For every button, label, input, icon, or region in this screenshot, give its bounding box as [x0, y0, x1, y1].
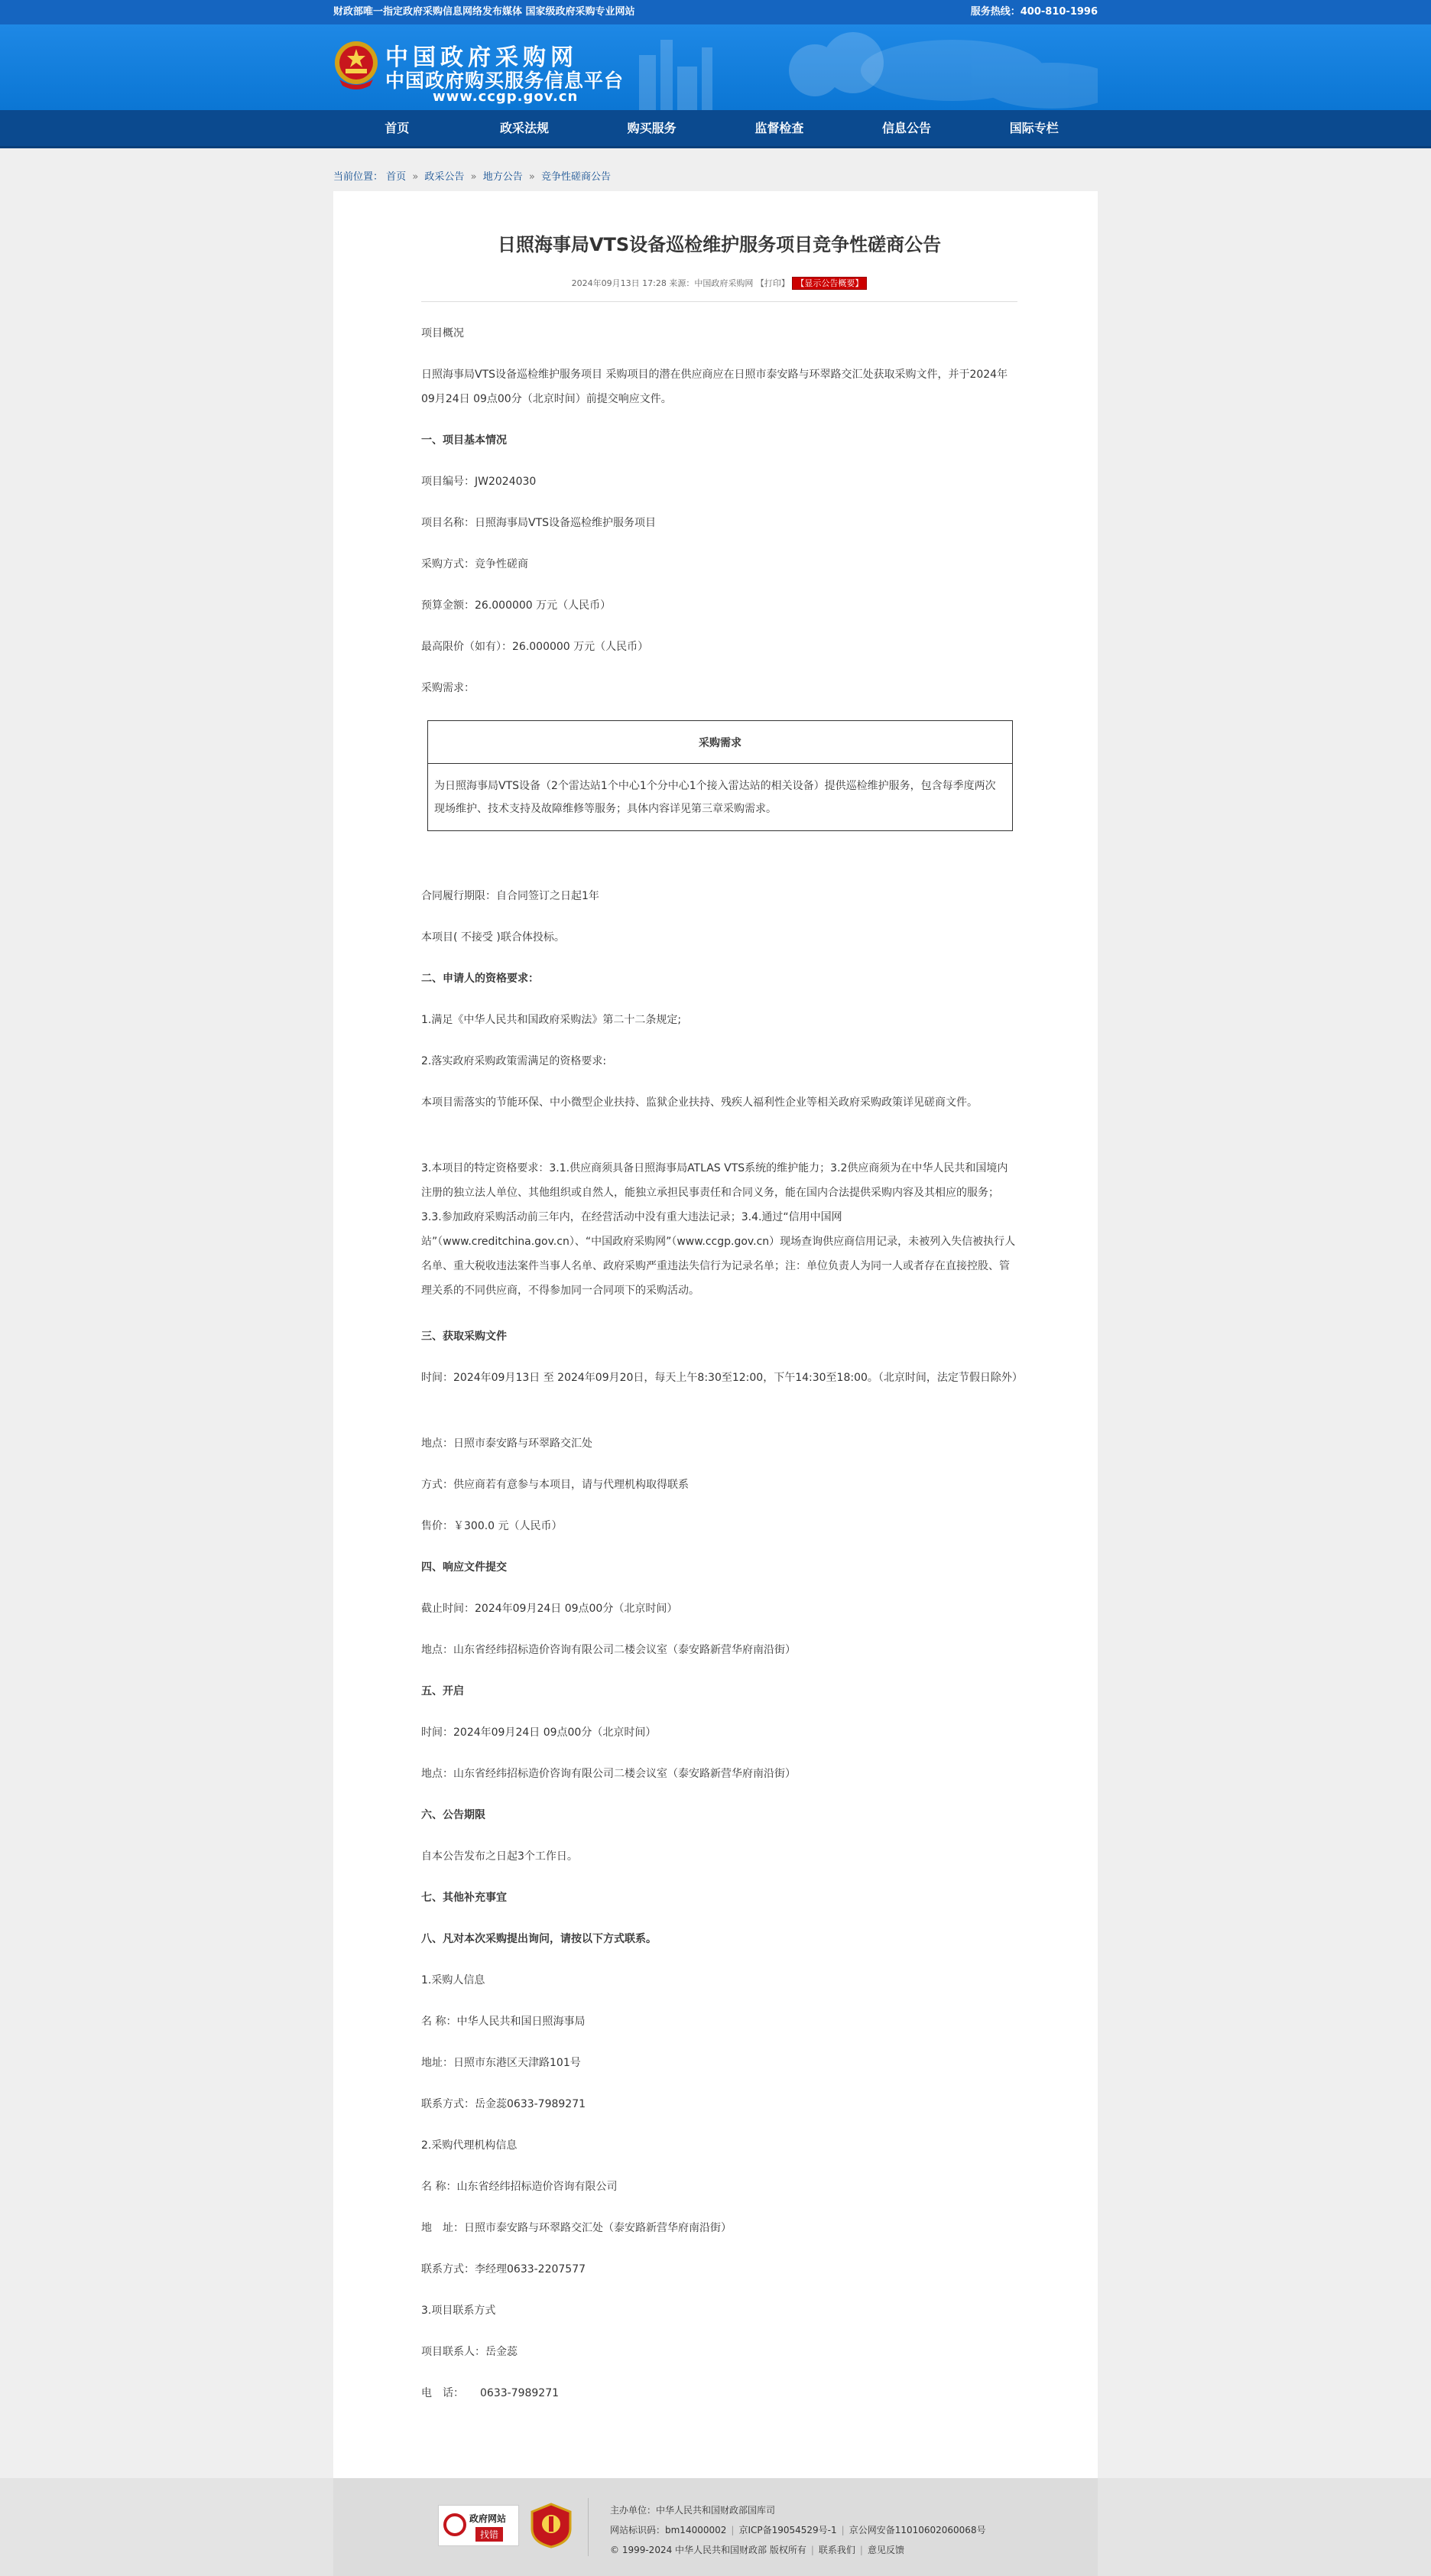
- paragraph: 预算金额：26.000000 万元（人民币）: [421, 599, 612, 612]
- paragraph: 自本公告发布之日起3个工作日。: [421, 1850, 578, 1863]
- site-footer: [0, 2478, 1431, 2576]
- paragraph: 本项目( 不接受 )联合体投标。: [421, 931, 565, 944]
- article-meta: [421, 277, 1017, 289]
- paragraph: 2.采购代理机构信息: [421, 2139, 518, 2152]
- footer-registration: 网站标识码：bm14000002 | 京ICP备19054529号-1 | 京公网安备11010602060068号: [610, 2525, 986, 2535]
- breadcrumb-separator: »: [470, 171, 477, 183]
- paragraph: 联系方式：岳金蕊0633-7989271: [421, 2098, 586, 2110]
- magnifier-icon: [443, 2513, 466, 2536]
- article-title: 日照海事局VTS设备巡检维护服务项目竞争性磋商公告: [497, 234, 942, 255]
- table-header: 采购需求: [428, 721, 1013, 764]
- paragraph: 日照海事局VTS设备巡检维护服务项目 采购项目的潜在供应商应在日照市泰安路与环翠路交汇处获取采购文件，并于2024年09月24日 09点00分（北京时间）前提交响应文件。: [421, 369, 1008, 405]
- nav-home[interactable]: 首页: [385, 121, 410, 135]
- national-emblem-icon: [333, 40, 379, 90]
- paragraph: 名 称：中华人民共和国日照海事局: [421, 2016, 586, 2028]
- footer-copyright: © 1999-2024 中华人民共和国财政部 版权所有: [610, 2545, 806, 2555]
- site-slogan: 财政部唯一指定政府采购信息网络发布媒体 国家级政府采购专业网站: [333, 6, 635, 18]
- gov-site-error-badge[interactable]: [438, 2505, 519, 2546]
- section-heading: 一、项目基本情况: [421, 434, 507, 447]
- section-heading: 五、开启: [421, 1685, 464, 1697]
- paragraph: 联系方式：李经理0633-2207577: [421, 2263, 586, 2276]
- site-url: www.ccgp.gov.cn: [433, 89, 579, 105]
- breadcrumb: [333, 148, 1098, 191]
- feedback-link[interactable]: 意见反馈: [867, 2545, 904, 2555]
- content-box: [333, 191, 1098, 2576]
- breadcrumb-item-home[interactable]: 首页: [386, 171, 407, 183]
- site-subtitle: 中国政府购买服务信息平台: [385, 70, 625, 92]
- paragraph: 售价：￥300.0 元（人民币）: [421, 1520, 563, 1532]
- section-heading: 六、公告期限: [421, 1809, 485, 1821]
- paragraph: 地点：日照市泰安路与环翠路交汇处: [421, 1437, 592, 1450]
- paragraph: 项目概况: [421, 327, 464, 339]
- article-date-source: 2024年09月13日 17:28 来源：中国政府采购网: [571, 278, 754, 288]
- paragraph: 3.本项目的特定资格要求：3.1.供应商须具备日照海事局ATLAS VTS系统的维护能力；3.2供应商须为在中华人民共和国境内注册的独立法人单位、其他组织或自然人，能独立承担民事责任和合同义务，能在国内合法提供采购内容及其相应的服务；3.3.参加政府采购活动前三年内，在经营活动中没有重大违法记录；3.4.通过“信用中国网站”（www.creditchina.gov.cn）、“中国政府采购网”（www.ccgp.gov.cn）现场查询供应商信用记录，未被列入失信被执行人名单、重大税收违法案件当事人名单、政府采购严重违法失信行为记录名单；注：单位负责人为同一人或者存在直接控股、管理关系的不同供应商，不得参加同一合同项下的采购活动。: [421, 1162, 1016, 1297]
- paragraph: 地点：山东省经纬招标造价咨询有限公司二楼会议室（泰安路新营华府南沿街）: [421, 1644, 796, 1656]
- site-title: 中国政府采购网: [385, 44, 578, 71]
- paragraph: 地 址：日照市泰安路与环翠路交汇处（泰安路新营华府南沿街）: [421, 2222, 732, 2234]
- paragraph: 采购方式：竞争性磋商: [421, 558, 528, 570]
- print-link[interactable]: 【打印】: [755, 278, 790, 288]
- nav-purchase-services[interactable]: 购买服务: [627, 121, 677, 135]
- requirements-table: [427, 720, 1013, 831]
- nav-international[interactable]: 国际专栏: [1009, 121, 1059, 135]
- paragraph: 电 话： 0633-7989271: [421, 2387, 560, 2399]
- section-heading: 七、其他补充事宜: [421, 1892, 507, 1904]
- party-org-badge-icon[interactable]: [529, 2503, 573, 2548]
- footer-divider: [588, 2498, 589, 2556]
- footer-icp[interactable]: 京ICP备19054529号-1: [738, 2525, 837, 2535]
- section-heading: 四、响应文件提交: [421, 1561, 507, 1574]
- footer-site-id: 网站标识码：bm14000002: [610, 2525, 727, 2535]
- badge-title: 政府网站: [469, 2513, 507, 2524]
- top-bar: [0, 0, 1431, 24]
- footer-host: 主办单位：中华人民共和国财政部国库司: [610, 2505, 776, 2516]
- breadcrumb-item-local[interactable]: 地方公告: [482, 171, 523, 183]
- footer-police-record[interactable]: 京公网安备11010602060068号: [849, 2525, 986, 2535]
- paragraph: 最高限价（如有）：26.000000 万元（人民币）: [421, 641, 649, 653]
- banner-decoration: [624, 24, 1098, 110]
- table-cell: 为日照海事局VTS设备（2个雷达站1个中心1个分中心1个接入雷达站的相关设备）提供巡检维护服务，包含每季度两次现场维护、技术支持及故障维修等服务；具体内容详见第三章采购需求。: [434, 779, 996, 815]
- paragraph: 采购需求：: [421, 682, 475, 694]
- paragraph: 项目联系人：岳金蕊: [421, 2346, 518, 2358]
- paragraph: 项目编号：JW2024030: [421, 476, 537, 488]
- main-nav: [0, 110, 1431, 148]
- paragraph: 项目名称：日照海事局VTS设备巡检维护服务项目: [421, 517, 657, 529]
- badge-action: 找错: [475, 2527, 503, 2542]
- paragraph: 1.满足《中华人民共和国政府采购法》第二十二条规定;: [421, 1014, 682, 1026]
- nav-supervision[interactable]: 监督检查: [754, 121, 804, 135]
- footer-copyright-row: © 1999-2024 中华人民共和国财政部 版权所有 | 联系我们 | 意见反馈: [610, 2545, 904, 2555]
- paragraph: 3.项目联系方式: [421, 2305, 496, 2317]
- paragraph: 1.采购人信息: [421, 1974, 485, 1986]
- paragraph: 合同履行期限：自合同签订之日起1年: [421, 890, 599, 902]
- show-summary-button[interactable]: 【显示公告概要】: [792, 277, 867, 290]
- section-heading: 二、申请人的资格要求：: [421, 973, 539, 985]
- nav-regulations[interactable]: 政采法规: [500, 121, 550, 135]
- paragraph: 本项目需落实的节能环保、中小微型企业扶持、监狱企业扶持、残疾人福利性企业等相关政府采购政策详见磋商文件。: [421, 1096, 978, 1109]
- breadcrumb-label: 当前位置：: [333, 171, 384, 183]
- contact-us-link[interactable]: 联系我们: [818, 2545, 855, 2555]
- paragraph: 方式：供应商若有意参与本项目，请与代理机构取得联系: [421, 1479, 689, 1491]
- section-heading: 八、凡对本次采购提出询问，请按以下方式联系。: [421, 1933, 657, 1945]
- breadcrumb-item-procurement[interactable]: 政采公告: [424, 171, 465, 183]
- paragraph: 2.落实政府采购政策需满足的资格要求:: [421, 1055, 607, 1067]
- breadcrumb-separator: »: [528, 171, 535, 183]
- title-divider: [421, 301, 1017, 302]
- section-heading: 三、获取采购文件: [421, 1330, 507, 1343]
- paragraph: 时间：2024年09月13日 至 2024年09月20日，每天上午8:30至12:00，下午14:30至18:00。（北京时间，法定节假日除外）: [421, 1372, 1023, 1384]
- site-banner: [0, 24, 1431, 110]
- footer-info: [610, 2500, 986, 2560]
- nav-announcements[interactable]: 信息公告: [882, 121, 932, 135]
- paragraph: 地点：山东省经纬招标造价咨询有限公司二楼会议室（泰安路新营华府南沿街）: [421, 1768, 796, 1780]
- paragraph: 时间：2024年09月24日 09点00分（北京时间）: [421, 1727, 657, 1739]
- breadcrumb-item-current[interactable]: 竞争性磋商公告: [540, 171, 611, 183]
- service-hotline: 服务热线：400-810-1996: [970, 6, 1098, 18]
- breadcrumb-separator: »: [412, 171, 419, 183]
- paragraph: 地址：日照市东港区天津路101号: [421, 2057, 581, 2069]
- paragraph: 名 称：山东省经纬招标造价咨询有限公司: [421, 2181, 618, 2193]
- paragraph: 截止时间：2024年09月24日 09点00分（北京时间）: [421, 1603, 678, 1615]
